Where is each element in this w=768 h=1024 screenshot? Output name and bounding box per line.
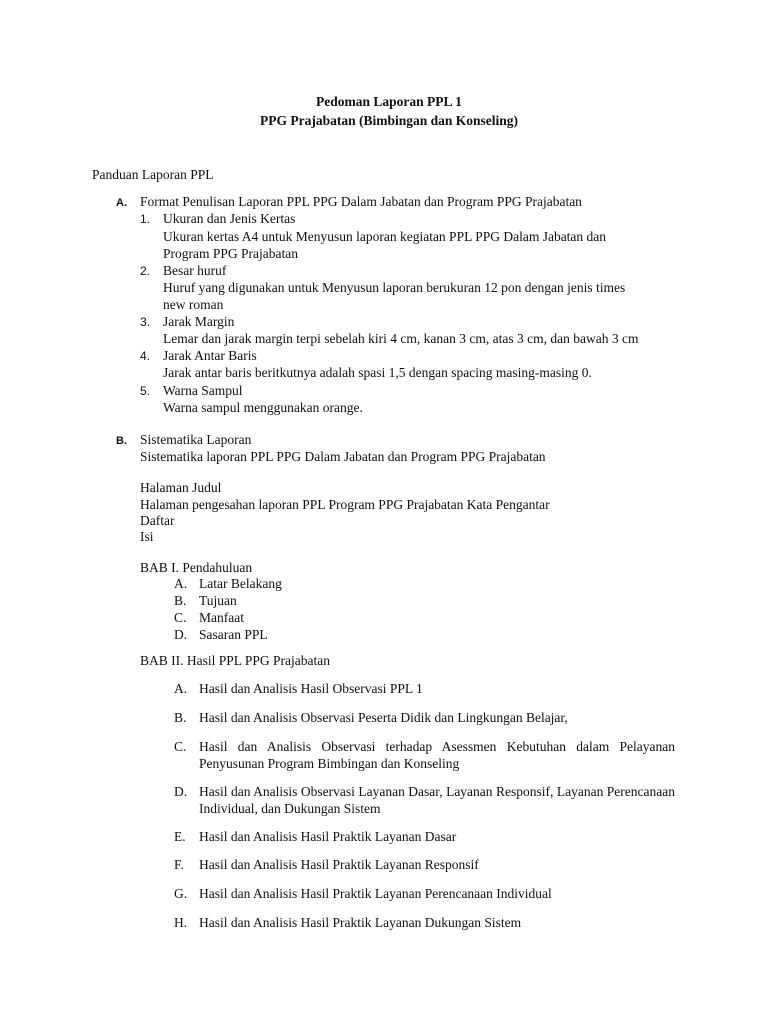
list-item-body: Warna sampul menggunakan orange. <box>163 400 363 415</box>
list-item-title: Jarak Margin <box>163 314 235 329</box>
bab-item-text: Hasil dan Analisis Hasil Praktik Layanan Dukungan Sistem <box>199 915 522 930</box>
bab-item-marker: A. <box>174 681 188 696</box>
bab-item-marker: D. <box>174 627 188 642</box>
section-a-title: Format Penulisan Laporan PPL PPG Dalam Jabatan dan Program PPG Prajabatan <box>140 194 582 209</box>
bab-item-marker: F. <box>174 857 184 872</box>
list-item-body: Ukuran kertas A4 untuk Menyusun laporan kegiatan PPL PPG Dalam Jabatan dan <box>163 229 607 244</box>
list-item-number: 4. <box>140 349 151 363</box>
front-matter-line: Daftar <box>140 513 175 528</box>
section-b-subtitle: Sistematika laporan PPL PPG Dalam Jabatan dan Program PPG Prajabatan <box>140 449 546 464</box>
document-title: Pedoman Laporan PPL 1 <box>316 94 462 109</box>
front-matter-line: Halaman pengesahan laporan PPL Program PPG Prajabatan Kata Pengantar <box>140 497 550 512</box>
bab-item-marker: D. <box>174 784 188 799</box>
bab-item-text: Latar Belakang <box>199 576 282 591</box>
bab-item-text: Hasil dan Analisis Hasil Praktik Layanan Dasar <box>199 829 457 844</box>
intro-heading: Panduan Laporan PPL <box>92 167 214 182</box>
list-item-body: Jarak antar baris beritkutnya adalah spasi 1,5 dengan spacing masing-masing 0. <box>163 365 592 380</box>
bab-item-marker: B. <box>174 710 187 725</box>
front-matter-line: Isi <box>140 529 154 544</box>
document-subtitle: PPG Prajabatan (Bimbingan dan Konseling) <box>259 113 519 128</box>
bab-item-marker: H. <box>174 915 188 930</box>
bab-item-text: Tujuan <box>199 593 237 608</box>
bab-item-marker: A. <box>174 576 188 591</box>
section-b-title: Sistematika Laporan <box>140 432 252 447</box>
bab-item-marker: G. <box>174 886 188 901</box>
list-item-title: Ukuran dan Jenis Kertas <box>163 211 296 226</box>
list-item-title: Warna Sampul <box>163 383 243 398</box>
bab-item-text: Hasil dan Analisis Hasil Observasi PPL 1 <box>199 681 423 696</box>
list-item-number: 1. <box>140 212 151 226</box>
bab1-title: BAB I. Pendahuluan <box>140 560 253 575</box>
list-item-body: Huruf yang digunakan untuk Menyusun laporan berukuran 12 pon dengan jenis times <box>163 280 626 295</box>
section-b-marker: B. <box>116 435 127 447</box>
bab-item-text: Hasil dan Analisis Observasi Peserta Didik dan Lingkungan Belajar, <box>199 710 568 725</box>
bab-item-text: Hasil dan Analisis Observasi terhadap Asessmen Kebutuhan dalam Pelayanan Penyusunan Program Bimbingan dan Konseling <box>199 739 675 771</box>
bab-item-marker: C. <box>174 739 187 754</box>
front-matter-line: Halaman Judul <box>140 480 222 495</box>
list-item-title: Jarak Antar Baris <box>163 348 257 363</box>
section-a-marker: A. <box>116 197 127 209</box>
bab2-title: BAB II. Hasil PPL PPG Prajabatan <box>140 653 330 668</box>
list-item-body: new roman <box>163 297 224 312</box>
bab-item-marker: C. <box>174 610 187 625</box>
list-item-number: 3. <box>140 315 151 329</box>
bab-item-marker: E. <box>174 829 186 844</box>
list-item-number: 5. <box>140 384 151 398</box>
bab-item-text: Hasil dan Analisis Hasil Praktik Layanan Perencanaan Individual <box>199 886 552 901</box>
bab-item-text: Manfaat <box>199 610 244 625</box>
list-item-number: 2. <box>140 264 151 278</box>
list-item-body: Program PPG Prajabatan <box>163 246 298 261</box>
list-item-body: Lemar dan jarak margin terpi sebelah kiri 4 cm, kanan 3 cm, atas 3 cm, dan bawah 3 cm <box>163 331 639 346</box>
bab-item-text: Hasil dan Analisis Hasil Praktik Layanan Responsif <box>199 857 479 872</box>
bab-item-text: Hasil dan Analisis Observasi Layanan Dasar, Layanan Responsif, Layanan Perencanaan Individual, dan Dukungan Sistem <box>199 784 675 816</box>
bab-item-marker: B. <box>174 593 187 608</box>
bab-item-text: Sasaran PPL <box>199 627 268 642</box>
list-item-title: Besar huruf <box>163 263 227 278</box>
